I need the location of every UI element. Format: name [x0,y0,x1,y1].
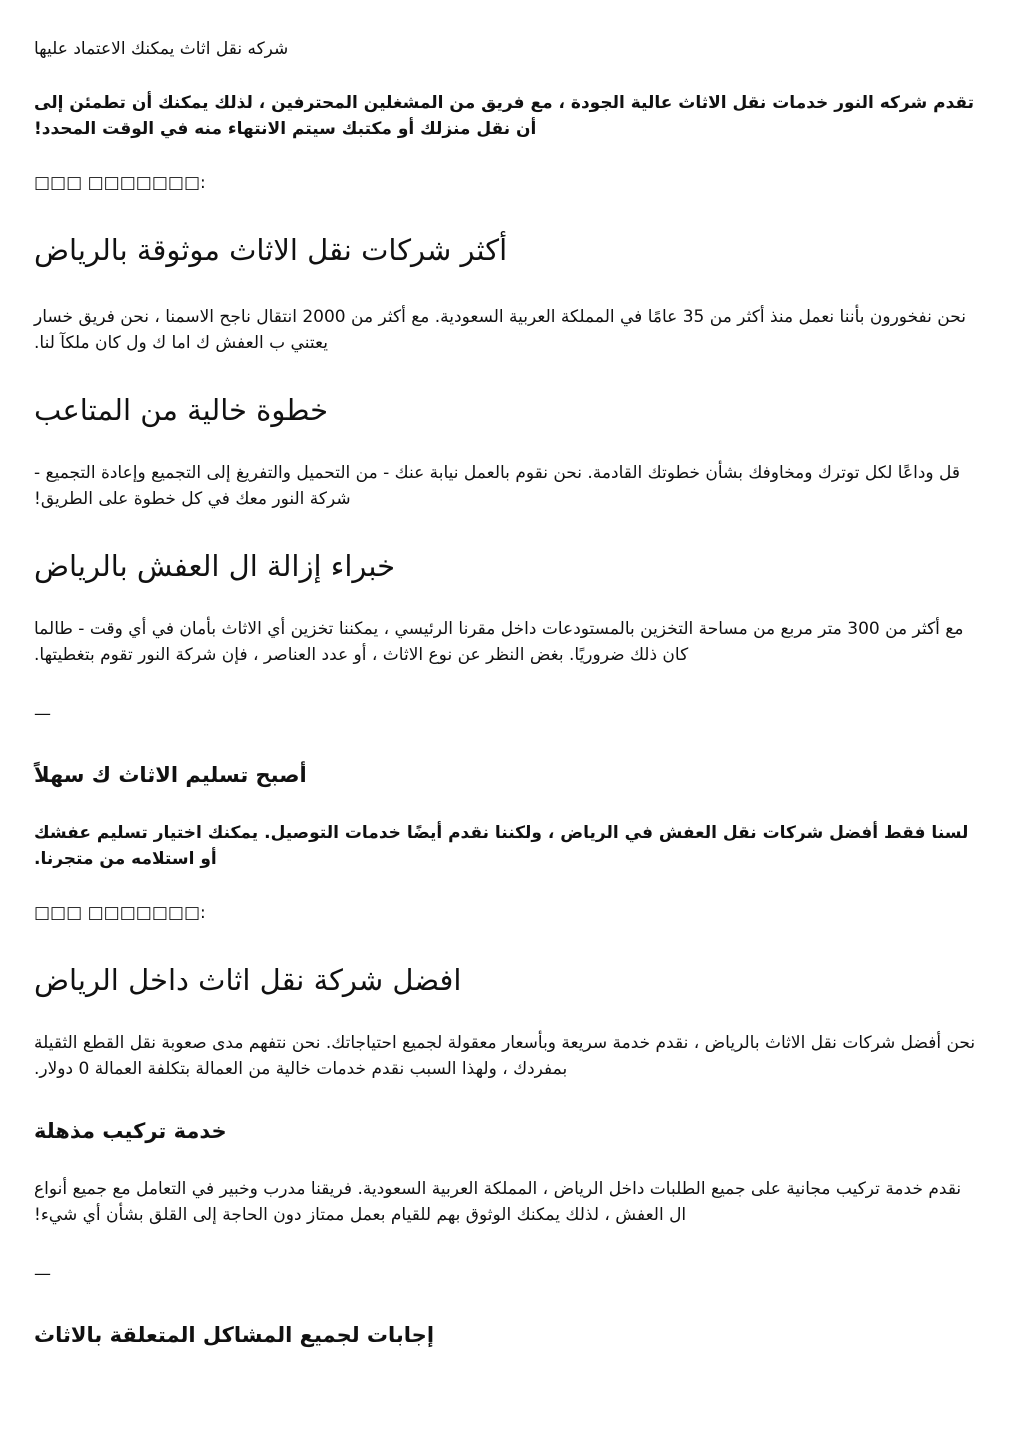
heading-trusted-movers: أكثر شركات نقل الاثاث موثوقة بالرياض [34,233,508,267]
divider: — [34,704,51,724]
paragraph-best-company: نحن أفضل شركات نقل الاثاث بالرياض ، نقدم خدمة سريعة وبأسعار معقولة لجميع احتياجاتك. نحن نتفهم مدى صعوبة نقل القطع الثقيلة بمفردك ، ولهذا السبب نقدم خدمات خالية من العمالة بتكلفة العمالة 0 دولار. [34,1033,976,1079]
paragraph-trusted-movers: نحن نفخورون بأننا نعمل منذ أكثر من 35 عامًا في المملكة العربية السعودية. مع أكثر من 2000 انتقال ناجح الاسمنا ، نحن فريق خسار يعتني ب العفش ك اما ك ول كان ملكآ لنا. [34,307,966,353]
divider: — [34,1264,51,1284]
heading-answers: إجابات لجميع المشاكل المتعلقة بالاثاث [34,1323,435,1347]
paragraph-removal-experts: مع أكثر من 300 متر مربع من مساحة التخزين بالمستودعات داخل مقرنا الرئيسي ، يمكننا تخزين أي الاثاث بأمان في أي وقت - طالما كان ذلك ضروريًا. بغض النظر عن نوع الاثاث ، أو عدد العناصر ، فإن شركة النور تقوم بتغطيتها. [34,619,964,665]
section-label: □□□ □□□□□□□: [34,173,206,193]
paragraph-hassle-free-step: قل وداعًا لكل توترك ومخاوفك بشأن خطوتك القادمة. نحن نقوم بالعمل نيابة عنك - من التحميل والتفريغ إلى التجميع وإعادة التجميع - شركة النور معك في كل خطوة على الطريق! [34,463,961,509]
heading-easy-delivery: أصبح تسليم الاثاث ك سهلاً [34,763,307,787]
heading-best-company: افضل شركة نقل اثاث داخل الرياض [34,963,462,997]
section-label: □□□ □□□□□□□: [34,903,206,923]
heading-removal-experts: خبراء إزالة ال العفش بالرياض [34,549,396,583]
intro-line: شركه نقل اثاث يمكنك الاعتماد عليها [34,39,289,59]
paragraph-assembly-service: نقدم خدمة تركيب مجانية على جميع الطلبات داخل الرياض ، المملكة العربية السعودية. فريقنا مدرب وخبير في التعامل مع جميع أنواع ال العفش ، لذلك يمكنك الوثوق بهم للقيام بعمل ممتاز دون الحاجة إلى القلق بشأن أي شيء! [34,1179,962,1225]
heading-assembly-service: خدمة تركيب مذهلة [34,1119,227,1143]
heading-hassle-free-step: خطوة خالية من المتاعب [34,393,329,427]
lead-paragraph-delivery: لسنا فقط أفضل شركات نقل العفش في الرياض ، ولكننا نقدم أيضًا خدمات التوصيل. يمكنك اختيار تسليم عفشك أو استلامه من متجرنا. [34,823,969,869]
lead-paragraph: تقدم شركه النور خدمات نقل الاثاث عالية الجودة ، مع فريق من المشغلين المحترفين ، لذلك يمكنك أن تطمئن إلى أن نقل منزلك أو مكتبك سيتم الانتهاء منه في الوقت المحدد! [34,93,975,139]
